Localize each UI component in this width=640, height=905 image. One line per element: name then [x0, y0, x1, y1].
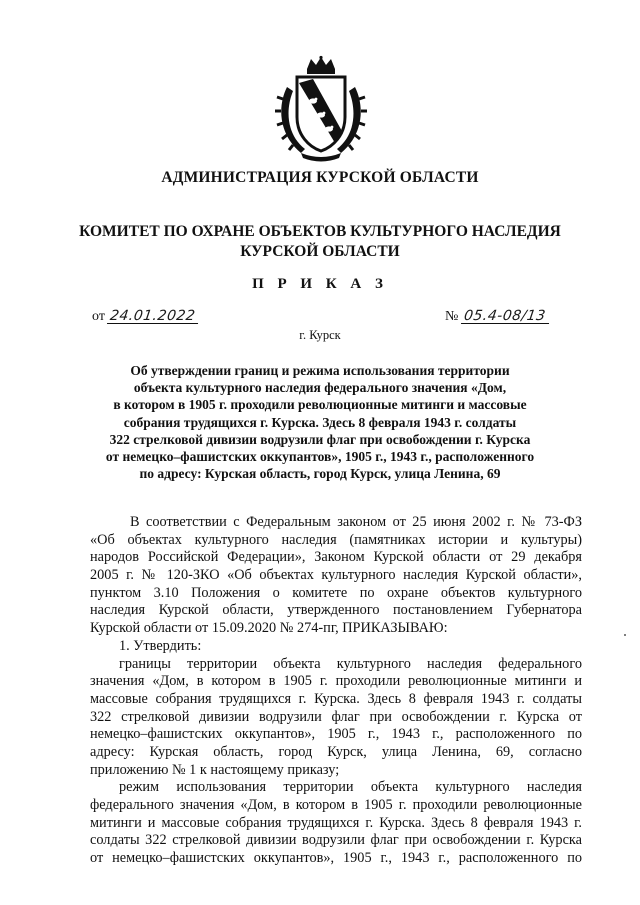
issue-city: г. Курск: [299, 328, 341, 342]
scan-speck: [624, 634, 626, 636]
body-line: 2005 г. № 120-ЗКО «Об объектах культурного наследия Курской области»,: [90, 567, 582, 584]
date-prefix: от: [92, 309, 105, 324]
subject-line: от немецко–фашистских оккупантов», 1905 г., 1943 г., расположенного: [105, 449, 535, 465]
order-subject: [60, 362, 580, 482]
body-line: 322 стрелковой дивизии водрузили флаг при освобождении г. Курска от: [90, 708, 582, 725]
committee-name: [60, 222, 580, 262]
body-line: массовые собрания трудящихся г. Курска. Здесь 8 февраля 1943 г. солдаты: [90, 690, 582, 707]
kursk-region-coat-of-arms-icon: [273, 55, 369, 163]
subject-line: 322 стрелковой дивизии водрузили флаг при освобождении г. Курска: [109, 431, 531, 447]
order-date: [92, 309, 200, 325]
body-line: народов Российской Федерации», Законом Курской области от 29 декабря: [90, 549, 582, 566]
organization-title: АДМИНИСТРАЦИЯ КУРСКОЙ ОБЛАСТИ: [161, 169, 479, 186]
number-prefix: №: [445, 309, 459, 324]
handwritten-number: 05.4-08/13: [461, 309, 551, 324]
subject-line: собрания трудящихся г. Курска. Здесь 8 февраля 1943 г. солдаты: [123, 414, 517, 430]
handwritten-date: 24.01.2022: [107, 309, 200, 324]
body-line: приложению № 1 к настоящему приказу;: [90, 761, 340, 778]
order-number: [445, 309, 549, 325]
document-type-title: П Р И К А З: [252, 276, 388, 292]
body-line: наследия Курской области, утвержденного постановлением Губернатора: [90, 602, 582, 619]
order-body: [90, 514, 582, 868]
body-line: митинги и массовые собрания трудящихся г. Курска. Здесь 8 февраля 1943 г.: [90, 814, 582, 831]
subject-line: по адресу: Курская область, город Курск, улица Ленина, 69: [139, 466, 501, 482]
committee-line: КУРСКОЙ ОБЛАСТИ: [240, 243, 400, 260]
body-line: В соответствии с Федеральным законом от 25 июня 2002 г. № 73-ФЗ: [130, 514, 582, 530]
body-line: солдаты 322 стрелковой дивизии водрузили флаг при освобождении г. Курска: [90, 832, 582, 849]
body-line: от немецко–фашистских оккупантов», 1905 г., 1943 г., расположенного по: [90, 850, 582, 867]
body-line: «Об объектах культурного наследия (памятниках истории и культуры): [90, 531, 582, 548]
body-line: немецко–фашистских оккупантов», 1905 г., 1943 г., расположенного по: [90, 726, 582, 743]
subject-line: объекта культурного наследия федерального значения «Дом,: [133, 380, 507, 396]
body-line: Курской области от 15.09.2020 № 274-пг, ПРИКАЗЫВАЮ:: [90, 620, 448, 637]
body-line: пунктом 3.10 Положения о комитете по охране объектов культурного: [90, 584, 582, 601]
body-line: адресу: Курская область, город Курск, улица Ленина, 69, согласно: [90, 743, 582, 760]
body-line: федерального значения «Дом, в котором в 1905 г. проходили революционные: [90, 797, 582, 813]
body-line: границы территории объекта культурного наследия федерального: [119, 655, 582, 672]
subject-line: Об утверждении границ и режима использования территории: [130, 363, 510, 378]
subject-line: в котором в 1905 г. проходили революционные митинги и массовые: [113, 397, 527, 413]
body-line: значения «Дом, в котором в 1905 г. проходили революционные митинги и: [90, 673, 582, 690]
committee-line: КОМИТЕТ ПО ОХРАНЕ ОБЪЕКТОВ КУЛЬТУРНОГО НАСЛЕДИЯ: [79, 223, 561, 240]
body-line: режим использования территории объекта культурного наследия: [119, 779, 582, 796]
body-line: 1. Утвердить:: [119, 637, 202, 654]
